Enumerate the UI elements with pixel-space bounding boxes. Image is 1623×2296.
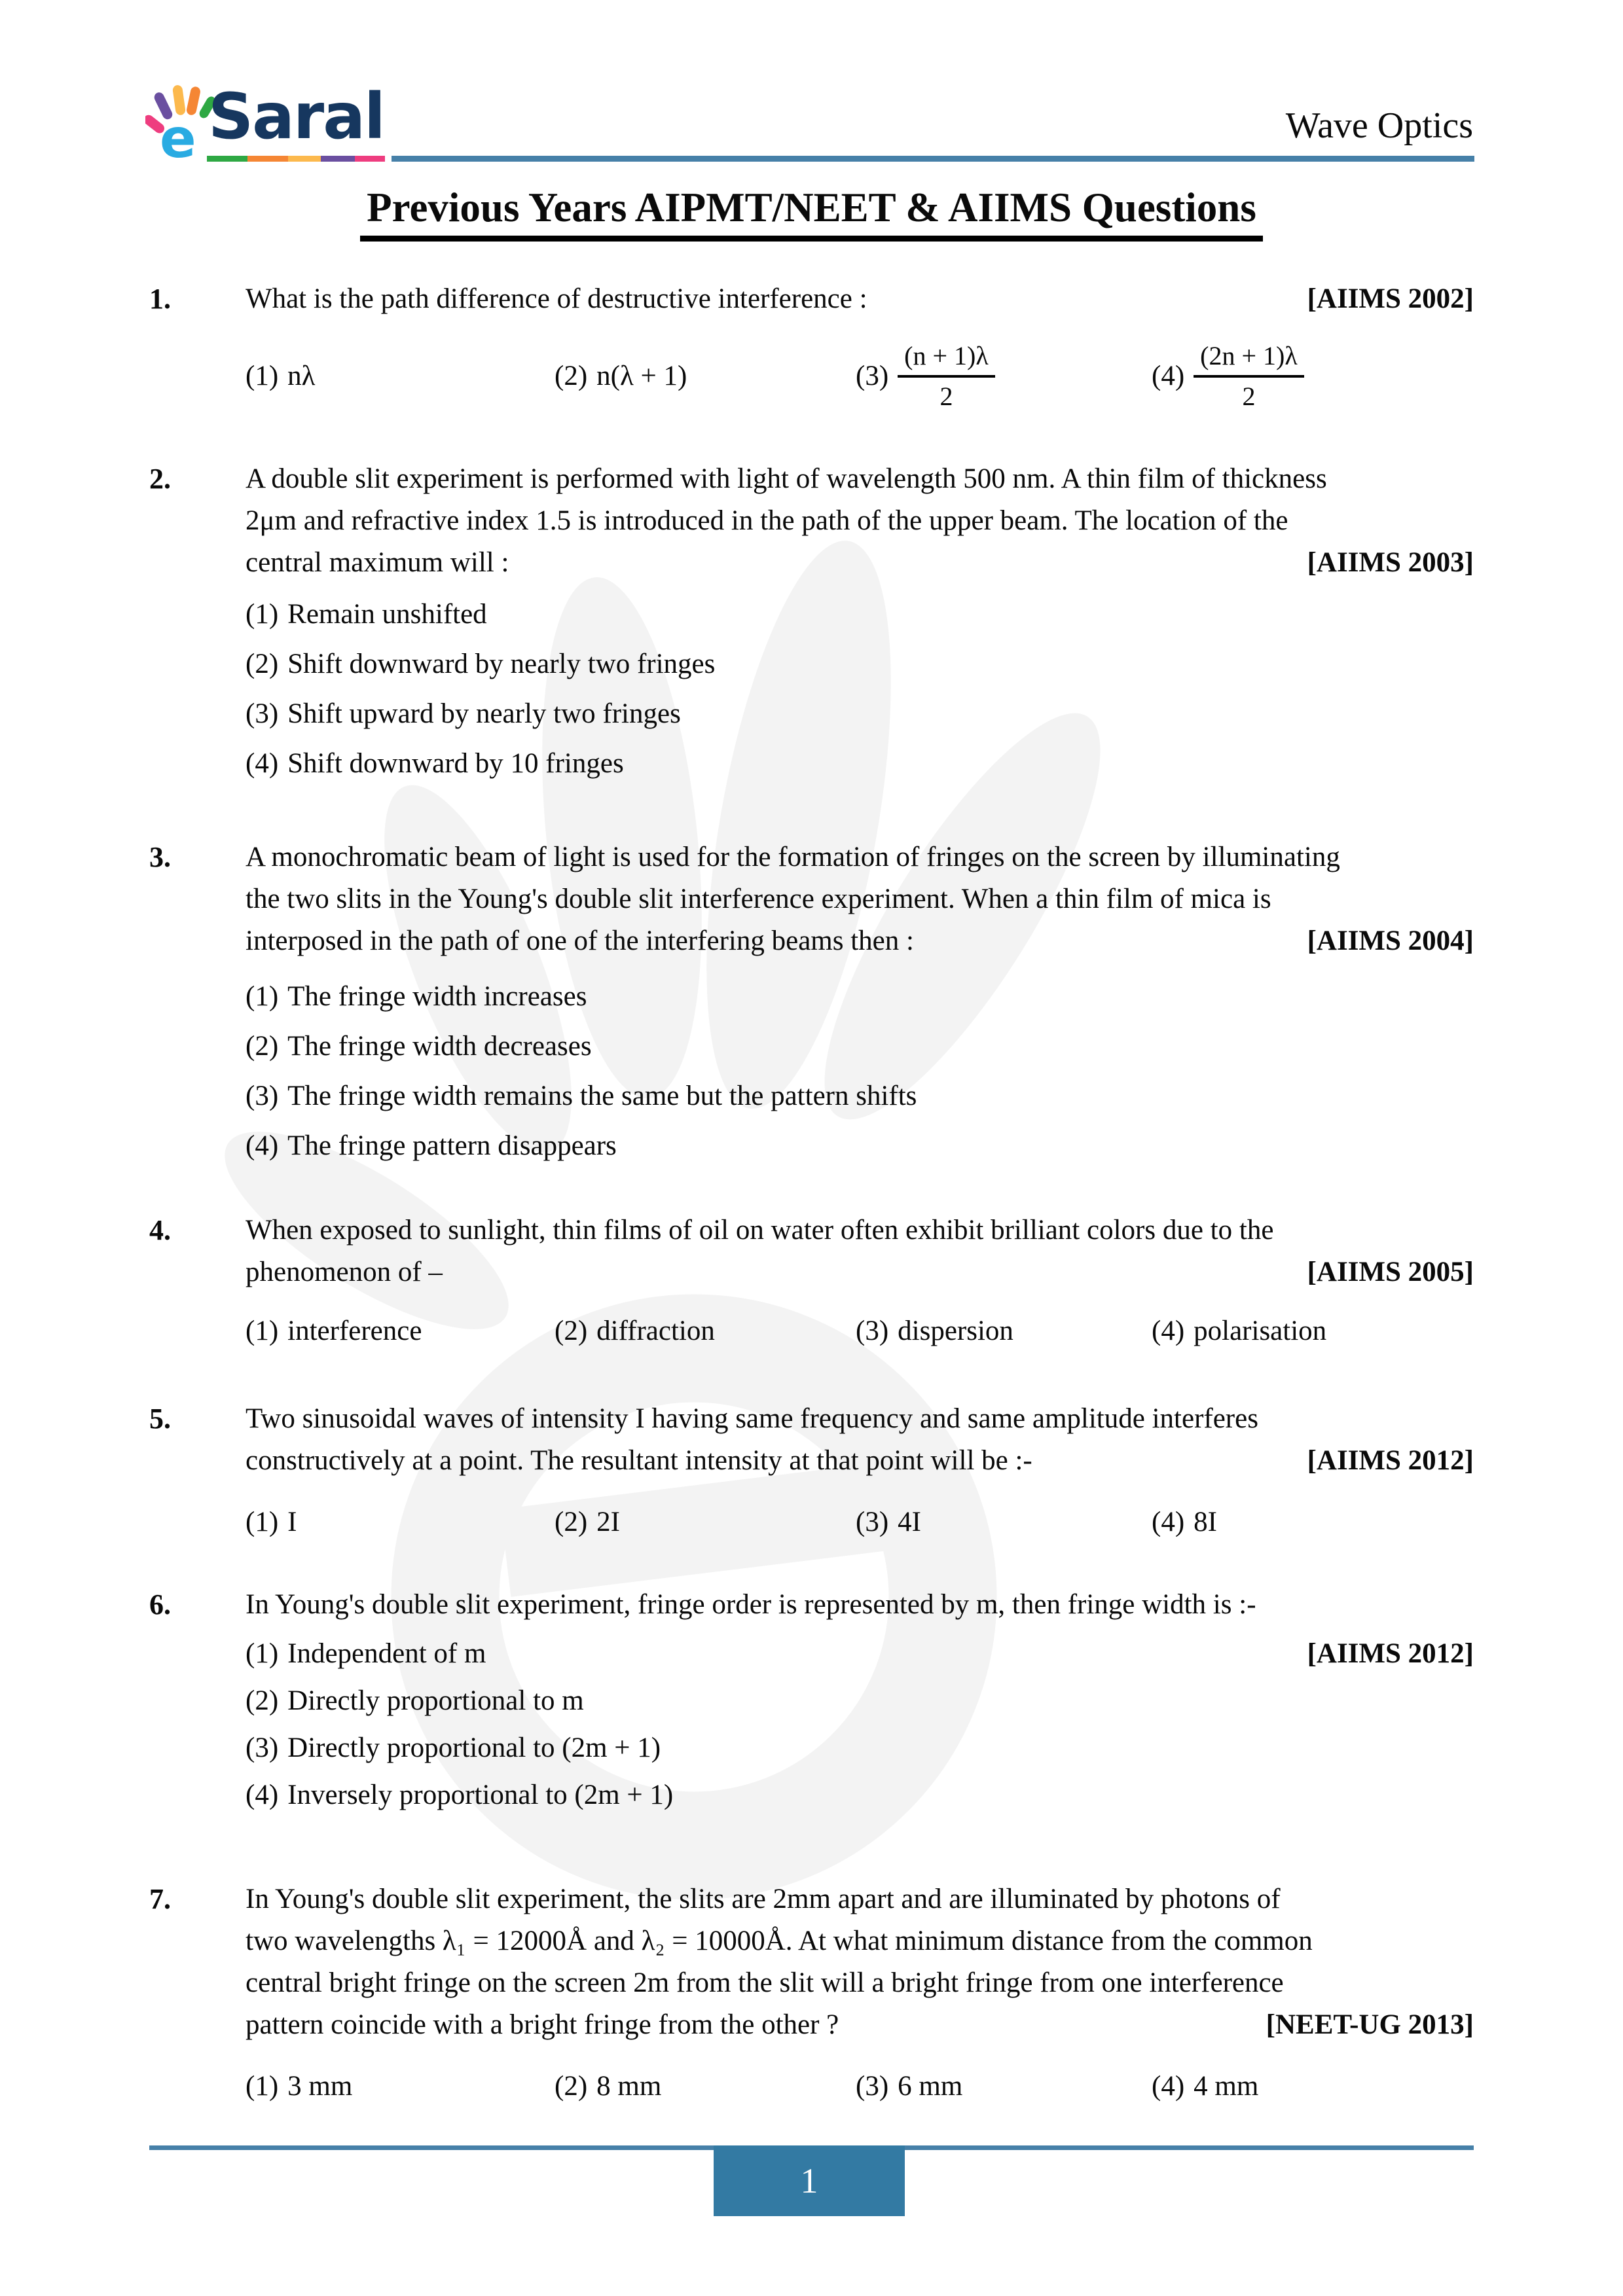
option bbox=[246, 1732, 1474, 1765]
question-tag: [AIIMS 2003] bbox=[1307, 547, 1474, 578]
option-label: (3) bbox=[856, 1507, 889, 1537]
question-line: central bright fringe on the screen 2m from the slit will a bright fringe from one interference bbox=[246, 1967, 1284, 1998]
option bbox=[1152, 2070, 1474, 2104]
option-text: nλ bbox=[287, 361, 316, 391]
question-line bbox=[246, 1251, 1474, 1293]
question-number: 2. bbox=[149, 463, 171, 495]
option-text: Remain unshifted bbox=[287, 599, 487, 630]
option bbox=[856, 2070, 1152, 2104]
option-label: (2) bbox=[555, 1316, 588, 1346]
option-label: (1) bbox=[246, 1638, 279, 1669]
option-text: Directly proportional to (2m + 1) bbox=[287, 1732, 661, 1763]
question-line: the two slits in the Young's double slit interference experiment. When a thin film of mica is bbox=[246, 884, 1271, 914]
option bbox=[246, 698, 1474, 730]
option-text: polarisation bbox=[1194, 1316, 1327, 1346]
logo-saral-text: Saral bbox=[208, 80, 384, 153]
option bbox=[246, 1685, 1474, 1717]
option bbox=[555, 1505, 856, 1539]
option-label: (2) bbox=[555, 1507, 588, 1537]
question-tag: [AIIMS 2004] bbox=[1307, 925, 1474, 956]
option-text: Shift downward by 10 fringes bbox=[287, 748, 624, 779]
question-1 bbox=[149, 278, 1474, 413]
option-label: (1) bbox=[246, 2071, 279, 2102]
option-text: Independent of m bbox=[287, 1638, 486, 1669]
option-text: n(λ + 1) bbox=[596, 361, 687, 391]
options-row bbox=[246, 2070, 1474, 2104]
question-text: What is the path difference of destructive interference : bbox=[246, 283, 867, 314]
option-text: interference bbox=[287, 1316, 422, 1346]
question-5 bbox=[149, 1398, 1474, 1539]
question-text: pattern coincide with a bright fringe from the other ? bbox=[246, 2009, 839, 2040]
question-tag: [NEET-UG 2013] bbox=[1266, 2009, 1474, 2040]
option-label: (1) bbox=[246, 599, 279, 630]
option-text: 2I bbox=[596, 1507, 620, 1537]
option bbox=[856, 1505, 1152, 1539]
question-number: 7. bbox=[149, 1883, 171, 1915]
question-tag: [AIIMS 2012] bbox=[1307, 1638, 1474, 1669]
option-label: (4) bbox=[1152, 1507, 1185, 1537]
question-2 bbox=[149, 458, 1474, 797]
option-label: (4) bbox=[1152, 2071, 1185, 2102]
option-text: The fringe width decreases bbox=[287, 1031, 592, 1062]
question-3 bbox=[149, 836, 1474, 1179]
question-line bbox=[246, 542, 1474, 584]
question-line bbox=[246, 278, 1474, 320]
option-text: 3 mm bbox=[287, 2071, 353, 2102]
option bbox=[1152, 1314, 1474, 1348]
question-number: 5. bbox=[149, 1403, 171, 1435]
question-line bbox=[246, 1440, 1474, 1482]
option-text: 4 mm bbox=[1194, 2071, 1259, 2102]
option-text: 6 mm bbox=[898, 2071, 963, 2102]
option bbox=[246, 1638, 1474, 1670]
question-6 bbox=[149, 1584, 1474, 1826]
question-4 bbox=[149, 1210, 1474, 1348]
option-label: (3) bbox=[246, 698, 279, 729]
question-7 bbox=[149, 1878, 1474, 2104]
page-number-box bbox=[714, 2145, 905, 2216]
option-label: (4) bbox=[246, 1130, 279, 1161]
question-line bbox=[246, 920, 1474, 962]
page-title: Previous Years AIPMT/NEET & AIIMS Questions bbox=[360, 185, 1263, 242]
fraction bbox=[1194, 340, 1304, 413]
question-line: 2μm and refractive index 1.5 is introduced in the path of the upper beam. The location of the bbox=[246, 505, 1288, 536]
option bbox=[246, 980, 1474, 1013]
option-label: (3) bbox=[246, 1081, 279, 1111]
header-rule-segment-purple bbox=[321, 156, 355, 162]
option-label: (3) bbox=[856, 1316, 889, 1346]
fraction-numerator: (n + 1)λ bbox=[904, 341, 989, 370]
option-label: (1) bbox=[246, 1507, 279, 1537]
option bbox=[246, 1314, 555, 1348]
option-label: (2) bbox=[246, 649, 279, 679]
logo-e: e bbox=[160, 108, 196, 169]
question-number: 1. bbox=[149, 283, 171, 315]
option-label: (2) bbox=[246, 1031, 279, 1062]
question-text: constructively at a point. The resultant intensity at that point will be :- bbox=[246, 1445, 1032, 1476]
option-label: (4) bbox=[246, 748, 279, 779]
option bbox=[246, 598, 1474, 631]
option bbox=[246, 1779, 1474, 1812]
option-label: (3) bbox=[856, 2071, 889, 2102]
question-tag: [AIIMS 2002] bbox=[1307, 283, 1474, 314]
page-number: 1 bbox=[800, 2161, 818, 2200]
option bbox=[1152, 1505, 1474, 1539]
fraction-denominator: 2 bbox=[898, 375, 995, 413]
option-label: (4) bbox=[1152, 361, 1185, 391]
question-text: phenomenon of – bbox=[246, 1257, 443, 1287]
header-rule bbox=[392, 156, 1474, 162]
option-label: (3) bbox=[856, 361, 889, 391]
option bbox=[555, 359, 856, 393]
option-text: 4I bbox=[898, 1507, 921, 1537]
option-text: 8 mm bbox=[596, 2071, 662, 2102]
question-tag: [AIIMS 2012] bbox=[1307, 1445, 1474, 1476]
question-line: A monochromatic beam of light is used for the formation of fringes on the screen by illuminating bbox=[246, 842, 1340, 872]
option bbox=[856, 340, 1152, 413]
option-label: (4) bbox=[1152, 1316, 1185, 1346]
question-number: 6. bbox=[149, 1588, 171, 1621]
option bbox=[246, 1130, 1474, 1162]
option-text: The fringe pattern disappears bbox=[287, 1130, 617, 1161]
question-line bbox=[246, 2004, 1474, 2046]
question-number: 3. bbox=[149, 841, 171, 873]
fraction-numerator: (2n + 1)λ bbox=[1200, 341, 1298, 370]
header-rule-segment-pink bbox=[355, 156, 385, 162]
option-text: Shift downward by nearly two fringes bbox=[287, 649, 716, 679]
option-text: dispersion bbox=[898, 1316, 1013, 1346]
option-text: Shift upward by nearly two fringes bbox=[287, 698, 681, 729]
option-label: (4) bbox=[246, 1780, 279, 1810]
options-row bbox=[246, 1505, 1474, 1539]
option bbox=[246, 747, 1474, 780]
option-text: I bbox=[287, 1507, 297, 1537]
option bbox=[555, 1314, 856, 1348]
fraction-denominator: 2 bbox=[1194, 375, 1304, 413]
option bbox=[555, 2070, 856, 2104]
question-line: When exposed to sunlight, thin films of oil on water often exhibit brilliant colors due to the bbox=[246, 1215, 1274, 1246]
option-label: (2) bbox=[555, 361, 588, 391]
option-label: (1) bbox=[246, 361, 279, 391]
question-text: central maximum will : bbox=[246, 547, 509, 578]
option bbox=[246, 1505, 555, 1539]
options-row bbox=[246, 340, 1474, 413]
option-text: Inversely proportional to (2m + 1) bbox=[287, 1780, 674, 1810]
option bbox=[246, 1080, 1474, 1113]
option bbox=[246, 1030, 1474, 1063]
header-rule-segment-orange bbox=[247, 156, 288, 162]
question-number: 4. bbox=[149, 1214, 171, 1246]
fraction bbox=[898, 340, 995, 413]
option bbox=[856, 1314, 1152, 1348]
question-line: Two sinusoidal waves of intensity I having same frequency and same amplitude interferes bbox=[246, 1403, 1258, 1434]
option-text: The fringe width increases bbox=[287, 981, 587, 1012]
option-label: (1) bbox=[246, 981, 279, 1012]
header-rule-segment-green bbox=[207, 156, 247, 162]
option-text: The fringe width remains the same but the pattern shifts bbox=[287, 1081, 917, 1111]
question-line: two wavelengths λ₁ = 12000Å and λ₂ = 10000Å. At what minimum distance from the common bbox=[246, 1926, 1313, 1956]
option-label: (3) bbox=[246, 1732, 279, 1763]
option-label: (1) bbox=[246, 1316, 279, 1346]
question-tag: [AIIMS 2005] bbox=[1307, 1257, 1474, 1287]
option bbox=[246, 359, 555, 393]
header-rule-segment-yellow bbox=[288, 156, 321, 162]
option bbox=[246, 2070, 555, 2104]
option-label: (2) bbox=[555, 2071, 588, 2102]
option-text: diffraction bbox=[596, 1316, 715, 1346]
question-text: interposed in the path of one of the interfering beams then : bbox=[246, 925, 914, 956]
question-line: In Young's double slit experiment, fringe order is represented by m, then fringe width is :- bbox=[246, 1589, 1256, 1620]
question-line: A double slit experiment is performed with light of wavelength 500 nm. A thin film of thickness bbox=[246, 463, 1327, 494]
option bbox=[246, 648, 1474, 681]
options-row bbox=[246, 1314, 1474, 1348]
question-line: In Young's double slit experiment, the slits are 2mm apart and are illuminated by photons of bbox=[246, 1884, 1281, 1914]
option-text: Directly proportional to m bbox=[287, 1685, 584, 1716]
header-subject: Wave Optics bbox=[1285, 105, 1473, 146]
option bbox=[1152, 340, 1474, 413]
option-label: (2) bbox=[246, 1685, 279, 1716]
option-text: 8I bbox=[1194, 1507, 1217, 1537]
